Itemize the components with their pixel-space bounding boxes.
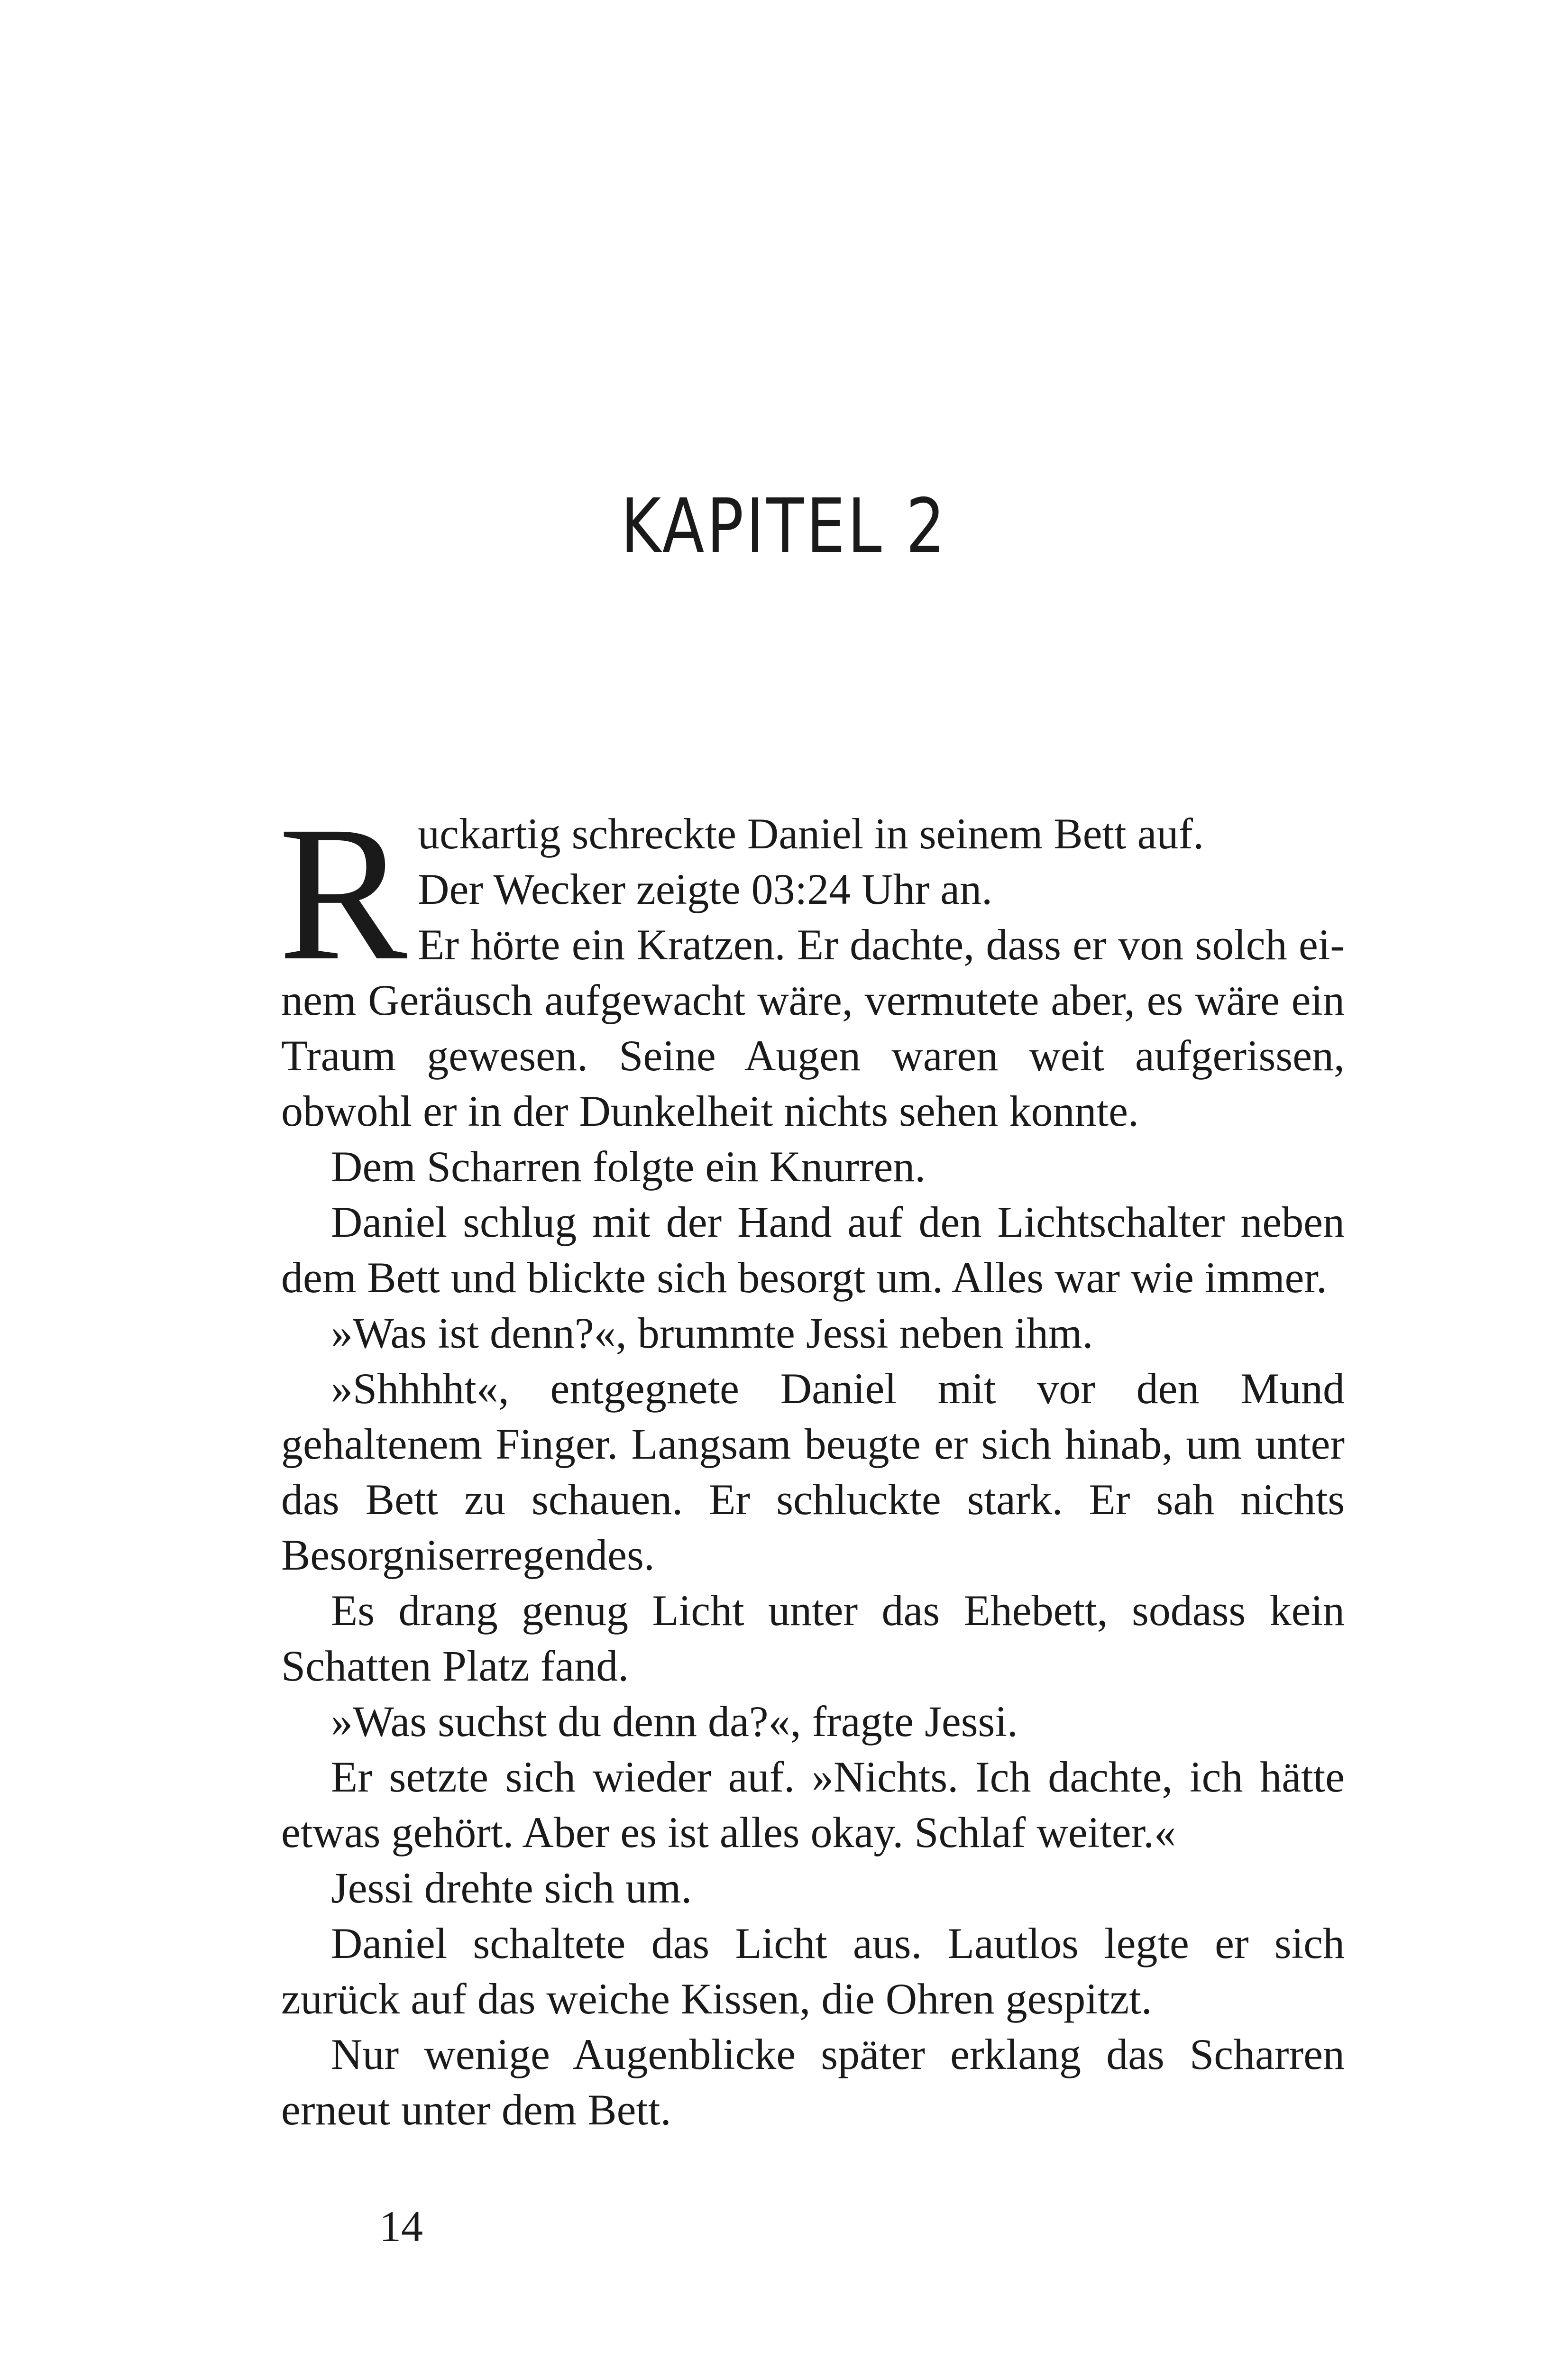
paragraph: »Shhhht«, entgegnete Daniel mit vor den Mund gehaltenem Finger. Langsam beugte er sich hinab, um unter das Bett zu schauen. Er schluckte stark. Er sah nichts Besorgniserregendes. [281,1364,1345,1579]
drop-cap: R [278,786,408,1001]
paragraph: Jessi drehte sich um. [331,1864,692,1912]
paragraph: uckartig schreckte Daniel in seinem Bett auf. [418,809,1204,858]
paragraph: Der Wecker zeigte 03:24 Uhr an. [418,865,993,913]
chapter-title: KAPITEL 2 [621,483,947,570]
paragraph: Daniel schaltete das Licht aus. Lautlos legte er sich zurück auf das weiche Kissen, die Ohren gespitzt. [281,1919,1345,2023]
paragraph: Dem Scharren folgte ein Knurren. [331,1142,926,1191]
paragraph: Er hörte ein Kratzen. Er dachte, dass er von solch einem Geräusch aufgewacht wäre, vermutete aber, es wäre ein Traum gewesen. Seine Augen waren weit aufgerissen, obwohl er in der Dunkelheit nichts sehen konnte. [281,920,1345,1135]
chapter-body-text [278,786,1345,2138]
paragraph: »Was ist denn?«, brummte Jessi neben ihm. [331,1309,1093,1357]
paragraph: Nur wenige Augenblicke später erklang das Scharren erneut unter dem Bett. [281,2030,1345,2134]
page-number: 14 [379,2202,423,2251]
paragraph: Daniel schlug mit der Hand auf den Lichtschalter neben dem Bett und blickte sich besorgt um. Alles war wie immer. [281,1198,1345,1302]
paragraph: »Was suchst du denn da?«, fragte Jessi. [331,1697,1018,1746]
paragraph: Er setzte sich wieder auf. »Nichts. Ich dachte, ich hätte etwas gehört. Aber es ist alles okay. Schlaf weiter.« [281,1753,1345,1856]
paragraph: Es drang genug Licht unter das Ehebett, sodass kein Schatten Platz fand. [281,1586,1345,1690]
